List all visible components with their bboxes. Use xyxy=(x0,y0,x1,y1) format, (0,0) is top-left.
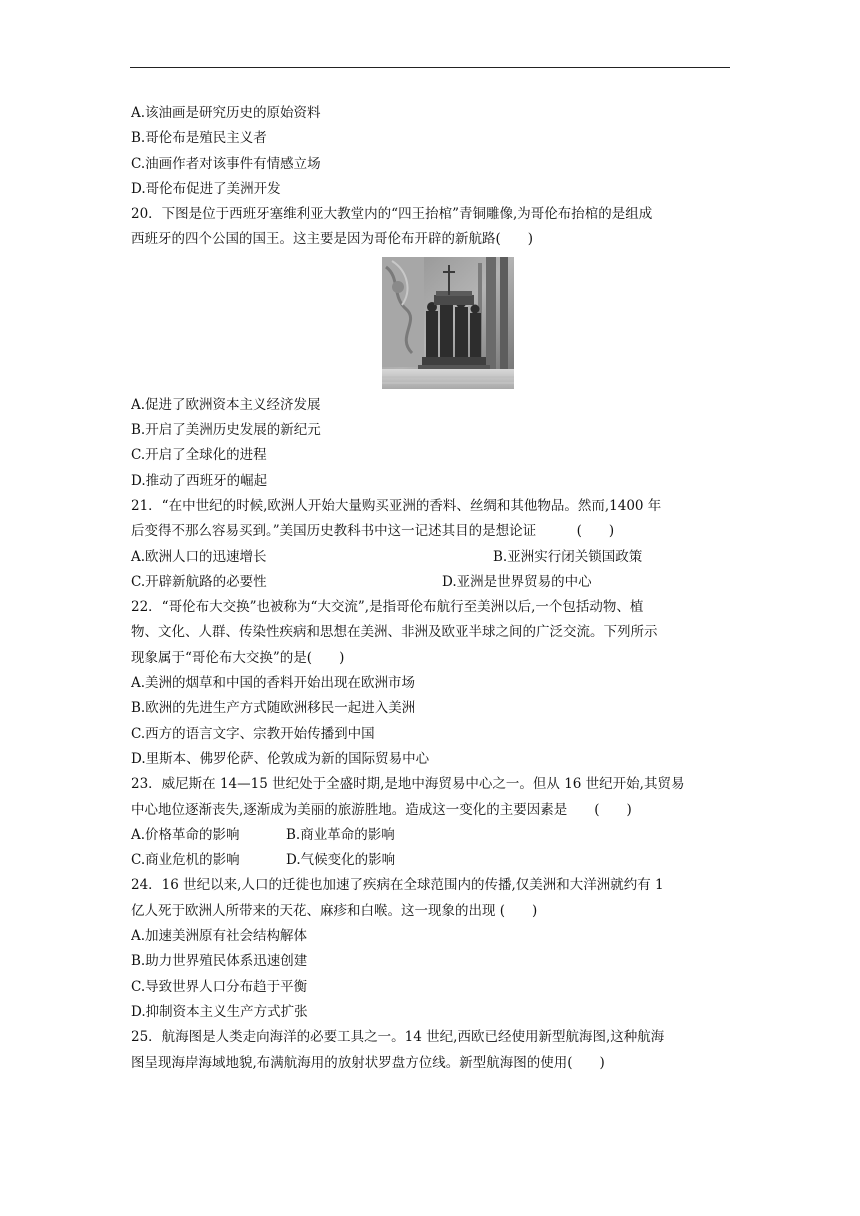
q20-figure xyxy=(131,253,731,393)
q20-option-d: D.推动了西班牙的崛起 xyxy=(131,472,268,489)
q22-option-c: C.西方的语言文字、宗教开始传播到中国 xyxy=(131,725,375,742)
q19-option-b: B.哥伦布是殖民主义者 xyxy=(131,130,267,147)
four-kings-statue-photo xyxy=(382,257,514,389)
q22-option-a: A.美洲的烟草和中国的香料开始出现在欧洲市场 xyxy=(131,675,416,692)
q22-option-b: B.欧洲的先进生产方式随欧洲移民一起进入美洲 xyxy=(131,700,416,717)
q23-options-row2 xyxy=(131,848,731,873)
q21-stem-line1: 21．“在中世纪的时候,欧洲人开始大量购买亚洲的香料、丝绸和其他物品。然而,1400 年 xyxy=(131,497,662,514)
header-rule xyxy=(130,67,730,68)
q24-option-a: A.加速美洲原有社会结构解体 xyxy=(131,928,308,945)
q21-option-d: D.亚洲是世界贸易的中心 xyxy=(442,573,592,590)
q21-stem-line2: 后变得不那么容易买到。”美国历史教科书中这一记述其目的是想论证 ( ) xyxy=(131,523,615,540)
q24-stem-line1: 24．16 世纪以来,人口的迁徙也加速了疾病在全球范围内的传播,仅美洲和大洋洲就约有 1 xyxy=(131,877,664,894)
q23-option-a: A.价格革命的影响 xyxy=(131,826,240,843)
q23-option-b: B.商业革命的影响 xyxy=(286,826,395,843)
q23-option-d: D.气候变化的影响 xyxy=(286,852,396,869)
q21-options-row1 xyxy=(131,545,731,570)
q22-stem-line2: 物、文化、人群、传染性疾病和思想在美洲、非洲及欧亚半球之间的广泛交流。下列所示 xyxy=(131,624,658,641)
q22-option-d: D.里斯本、佛罗伦萨、伦敦成为新的国际贸易中心 xyxy=(131,750,430,767)
q25-stem-line2: 图呈现海岸海域地貌,布满航海用的放射状罗盘方位线。新型航海图的使用( ) xyxy=(131,1054,605,1071)
q24-option-d: D.抑制资本主义生产方式扩张 xyxy=(131,1003,308,1020)
q20-stem-line1: 20．下图是位于西班牙塞维利亚大教堂内的“四王抬棺”青铜雕像,为哥伦布抬棺的是组成 xyxy=(131,206,653,223)
q23-option-c: C.商业危机的影响 xyxy=(131,852,240,869)
q21-options-row2 xyxy=(131,570,731,595)
q25-stem-line1: 25．航海图是人类走向海洋的必要工具之一。14 世纪,西欧已经使用新型航海图,这种航海 xyxy=(131,1029,665,1046)
q19-option-d: D.哥伦布促进了美洲开发 xyxy=(131,180,281,197)
q19-option-a: A.该油画是研究历史的原始资料 xyxy=(131,105,321,121)
q22-stem-line3: 现象属于“哥伦布大交换”的是( ) xyxy=(131,649,345,666)
q20-option-a: A.促进了欧洲资本主义经济发展 xyxy=(131,396,321,413)
q24-option-c: C.导致世界人口分布趋于平衡 xyxy=(131,978,308,995)
q21-option-c: C.开辟新航路的必要性 xyxy=(131,573,267,590)
q21-option-b: B.亚洲实行闭关锁国政策 xyxy=(493,548,643,565)
q23-stem-line1: 23．威尼斯在 14—15 世纪处于全盛时期,是地中海贸易中心之一。但从 16 世纪开始,其贸易 xyxy=(131,776,685,793)
q19-option-c: C.油画作者对该事件有情感立场 xyxy=(131,155,321,172)
q22-stem-line1: 22．“哥伦布大交换”也被称为“大交流”,是指哥伦布航行至美洲以后,一个包括动物、植 xyxy=(131,599,644,616)
q24-option-b: B.助力世界殖民体系迅速创建 xyxy=(131,953,308,970)
q21-option-a: A.欧洲人口的迅速增长 xyxy=(131,548,267,565)
q20-stem-line2: 西班牙的四个公国的国王。这主要是因为哥伦布开辟的新航路( ) xyxy=(131,231,534,248)
q23-options-row1 xyxy=(131,823,731,848)
question-content xyxy=(131,101,731,1076)
q20-option-c: C.开启了全球化的进程 xyxy=(131,447,267,464)
q23-stem-line2: 中心地位逐渐丧失,逐渐成为美丽的旅游胜地。造成这一变化的主要因素是 ( ) xyxy=(131,801,632,818)
q24-stem-line2: 亿人死于欧洲人所带来的天花、麻疹和白喉。这一现象的出现 ( ) xyxy=(131,902,538,919)
q20-option-b: B.开启了美洲历史发展的新纪元 xyxy=(131,422,321,439)
